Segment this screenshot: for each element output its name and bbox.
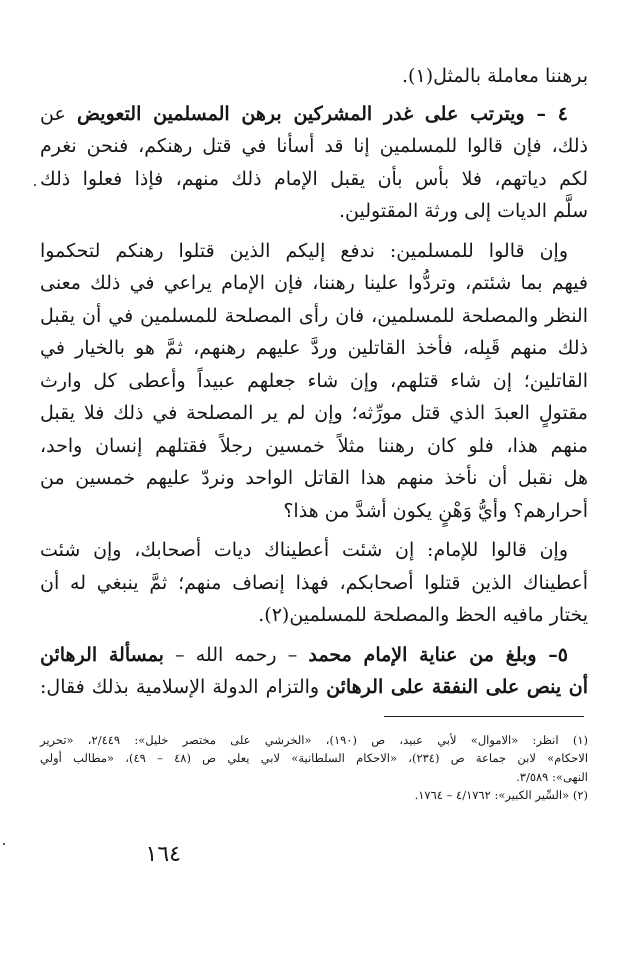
text-line: لكم دياتهم، فلا بأس بأن يقبل الإمام ذلك منهم، فإذا فعلوا ذلك (40, 167, 588, 190)
footnote-line: الاحكام» لابن جماعة ص (٢٣٤)، «الاحكام السلطانية» لابي يعلي ص (٤٨ – ٤٩)، «مطالب أولي (40, 751, 589, 765)
paragraph-continuation (40, 60, 588, 93)
page-number: ١٦٤ (145, 842, 181, 867)
footnote-line: (١) انظر: «الاموال» لأبي عبيد، ص (١٩٠)، «الخرشي على مختصر خليل»: ٢/٤٤٩، «تحرير (40, 732, 588, 747)
paragraph-killers-handover (40, 235, 588, 528)
text-line (40, 98, 588, 131)
section-heading-4: ٤ – ويترتب على غدر المشركين برهن المسلمين التعويض (77, 102, 568, 125)
text-line (40, 671, 588, 704)
text-line: سلَّم الديات إلى ورثة المقتولين. (339, 200, 588, 222)
page-body (40, 60, 588, 805)
text-line: وإن قالوا للإمام: إن شئت أعطيناك ديات أصحابك، وإن شئت (40, 539, 568, 561)
text-line: أعطيناك الذين قتلوا أصحابكم، فهذا إنصاف منهم؛ ثمَّ ينبغي له أن (40, 571, 588, 594)
text-line: فيهم بما شئتم، وتردُّوا علينا رهننا، فإن الإمام يراعي في ذلك معنى (40, 272, 588, 294)
footnotes (40, 731, 588, 805)
footnote-line: (٢) «السِّير الكبير»: ٤/١٧٦٢ – ١٧٦٤. (414, 788, 588, 802)
text-line (40, 639, 588, 672)
text-line: وإن قالوا للمسلمين: ندفع إليكم الذين قتلوا رهنكم لتحكموا (40, 239, 568, 262)
text-line: النظر والمصلحة للمسلمين، فان رأى المصلحة للمسلمين في أن يقبل (40, 304, 588, 327)
text-line: برهننا معاملة بالمثل(١). (402, 65, 588, 87)
paragraph-compensation (40, 98, 588, 228)
text-line: يختار مافيه الحظ والمصلحة للمسلمين(٢). (258, 604, 588, 626)
text-line: منهم هذا، فلو كان رهننا مثلاً خمسين رجلاً فقتلهم إنسان واحد، (40, 434, 588, 457)
footnote-separator (384, 716, 584, 717)
text-line: أحرارهم؟ وأيُّ وَهْنٍ يكون أشدَّ من هذا؟ (283, 499, 588, 522)
text-fragment: عن (40, 102, 66, 125)
paragraph-imam-choice (40, 534, 588, 632)
text-fragment: والتزام الدولة الإسلامية بذلك فقال: (40, 676, 327, 698)
text-line: ذلك منهم قَبِله، فأخذ القاتلين وردَّ عليهم رهنهم، ثمَّ هو بالخيار في (40, 337, 588, 359)
bold-fragment: بمسألة الرهائن (40, 643, 164, 666)
section-heading-5: ٥– وبلغ من عناية الإمام محمد (308, 643, 568, 666)
text-line: ذلك، فإن قالوا للمسلمين إنا قد أسأنا في قتل رهنكم، فنحن نغرم (40, 135, 588, 157)
bold-fragment: أن ينص على النفقة على الرهائن (326, 676, 588, 698)
scan-speck (34, 184, 36, 186)
scan-speck (3, 843, 5, 845)
text-line: القاتلين؛ إن شاء قتلهم، وإن شاء جعلهم عبيداً وأعطى كل وارث (40, 369, 588, 392)
paragraph-hostages-expense (40, 639, 588, 704)
footnote-line: النهى»: ٣/٥٨٩. (516, 769, 588, 784)
text-line: مقتولٍ العبدَ الذي قتل مورِّثه؛ وإن لم ير المصلحة في ذلك فلا يقبل (40, 402, 588, 424)
text-line: هل نقبل أن نأخذ منهم هذا القاتل الواحد ونردّ عليهم خمسين من (40, 467, 588, 489)
text-fragment: – رحمه الله – (163, 643, 309, 666)
